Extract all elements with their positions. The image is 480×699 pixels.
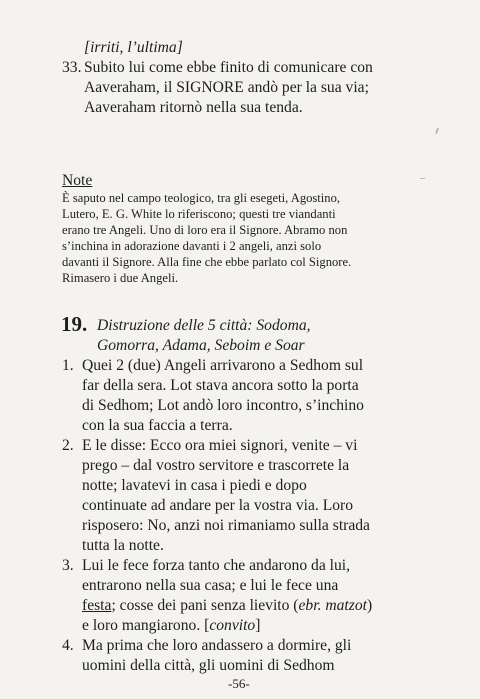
verse-3-line: festa; cosse dei pani senza lievito (ebr. matzot): [82, 597, 373, 614]
note-line: davanti il Signore. Alla fine che ebbe parlato col Signore.: [62, 255, 352, 269]
verse-33-line: Aaveraham, il SIGNORE andò per la sua via;: [84, 79, 369, 96]
verse-1-line: Quei 2 (due) Angeli arrivarono a Sedhom sul: [82, 357, 364, 374]
section-number: 19.: [61, 312, 88, 336]
note-line: È saputo nel campo teologico, tra gli esegeti, Agostino,: [62, 191, 341, 205]
verse-2-line: continuate ad andare per la vostra via. Loro: [82, 497, 354, 514]
bracket-note: [irriti, l’ultima]: [84, 39, 183, 56]
verse-1-line: con la sua faccia a terra.: [82, 417, 233, 434]
verse-4-line: Ma prima che loro andassero a dormire, gli: [82, 637, 352, 654]
verse-33-line: Subito lui come ebbe finito di comunicare con: [84, 59, 373, 76]
verse-2-line: tutta la notte.: [82, 537, 164, 554]
section-title-line: Gomorra, Adama, Seboim e Soar: [97, 337, 305, 354]
verse-1-line: far della sera. Lot stava ancora sotto la porta: [82, 377, 359, 394]
note-line: s’inchina in adorazione davanti i 2 angeli, anzi solo: [62, 239, 322, 253]
note-line: Rimasero i due Angeli.: [62, 271, 179, 285]
verse-2-line: notte; lavatevi in casa i piedi e dopo: [82, 477, 307, 494]
scan-speck: [435, 128, 439, 134]
verse-3-line: e loro mangiarono. [convito]: [82, 617, 261, 634]
verse-4-number: 4.: [62, 637, 74, 654]
verse-2-line: prego – dal vostro servitore e trascorrete la: [82, 457, 350, 474]
verse-3-line: entrarono nella sua casa; e lui le fece una: [82, 577, 339, 594]
verse-2-number: 2.: [62, 437, 74, 454]
scan-speck: [420, 178, 425, 179]
verse-1-number: 1.: [62, 357, 74, 374]
note-line: Lutero, E. G. White lo riferiscono; questi tre viandanti: [62, 207, 336, 221]
verse-33-number: 33.: [62, 59, 82, 76]
note-heading: Note: [62, 172, 93, 189]
verse-3-number: 3.: [62, 557, 74, 574]
page-number: -56-: [228, 676, 250, 691]
verse-4-line: uomini della città, gli uomini di Sedhom: [82, 657, 335, 674]
section-title-line: Distruzione delle 5 città: Sodoma,: [97, 317, 311, 334]
verse-3-line: Lui le fece forza tanto che andarono da lui,: [82, 557, 350, 574]
verse-2-line: E le disse: Ecco ora miei signori, venite – vi: [82, 437, 358, 454]
verse-2-line: risposero: No, anzi noi rimaniamo sulla strada: [82, 517, 370, 534]
underlined-word: festa: [82, 597, 112, 614]
verse-33-line: Aaveraham ritornò nella sua tenda.: [84, 99, 303, 116]
note-line: erano tre Angeli. Uno di loro era il Signore. Abramo non: [62, 223, 348, 237]
verse-1-line: di Sedhom; Lot andò loro incontro, s’inchino: [82, 397, 364, 414]
